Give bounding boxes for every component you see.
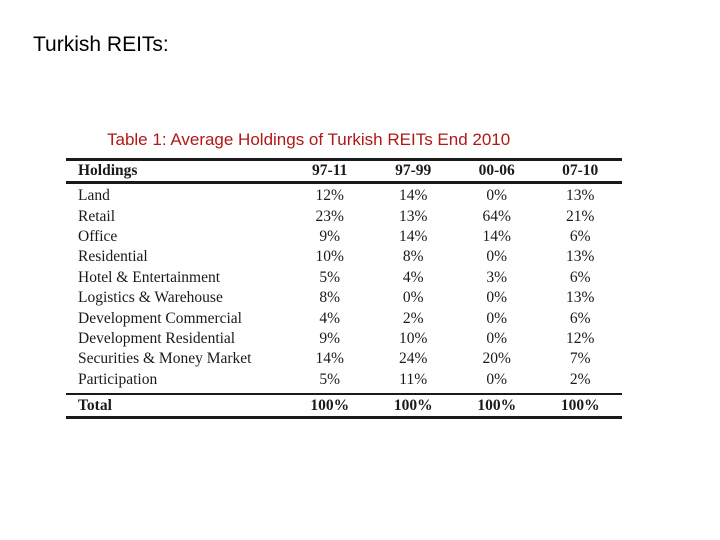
cell-value: 21% (566, 207, 595, 225)
cell-value: 0% (486, 248, 508, 266)
row-label: Office (78, 227, 118, 245)
table-body (66, 183, 622, 394)
cell-value: 8% (319, 289, 341, 307)
cell-value: 14% (315, 350, 344, 368)
cell-value: 20% (482, 350, 511, 368)
cell-value: 64% (482, 207, 511, 225)
cell-value: 0% (402, 289, 424, 307)
table-header-row (66, 160, 622, 183)
cell-value: 13% (566, 248, 595, 266)
cell-value: 24% (398, 350, 428, 368)
cell-value: 13% (566, 289, 595, 307)
header-97-99: 97-99 (395, 162, 432, 179)
cell-value: 6% (569, 309, 591, 327)
table-row (66, 308, 622, 328)
cell-value: 14% (482, 227, 511, 245)
cell-value: 6% (569, 268, 591, 286)
cell-value: 0% (486, 329, 508, 347)
cell-value: 14% (398, 227, 428, 245)
cell-value: 6% (569, 227, 591, 245)
cell-value: 13% (398, 207, 428, 225)
table-row (66, 247, 622, 267)
table-total-row (66, 394, 622, 418)
table-row (66, 206, 622, 226)
holdings-table (66, 158, 622, 419)
header-holdings: Holdings (78, 162, 138, 179)
table-row (66, 349, 622, 369)
row-label: Participation (78, 370, 158, 388)
row-label: Development Residential (78, 329, 236, 347)
slide-title: Turkish REITs: (33, 33, 169, 56)
table-row (66, 288, 622, 308)
cell-value: 0% (486, 370, 508, 388)
header-00-06: 00-06 (478, 162, 515, 179)
cell-value: 12% (315, 187, 344, 205)
cell-value: 12% (566, 329, 595, 347)
cell-value: 10% (398, 329, 428, 347)
total-value: 100% (393, 396, 433, 414)
row-label: Hotel & Entertainment (78, 268, 221, 286)
header-97-11: 97-11 (312, 162, 348, 179)
table-row (66, 183, 622, 207)
total-value: 100% (560, 396, 600, 414)
total-value: 100% (310, 396, 350, 414)
cell-value: 4% (319, 309, 341, 327)
table-row (66, 370, 622, 394)
row-label: Retail (78, 207, 116, 225)
row-label: Development Commercial (78, 309, 242, 327)
cell-value: 2% (402, 309, 424, 327)
table-row (66, 268, 622, 288)
total-label: Total (78, 396, 112, 414)
row-label: Securities & Money Market (78, 350, 252, 368)
row-label: Logistics & Warehouse (78, 289, 223, 307)
cell-value: 0% (486, 309, 508, 327)
cell-value: 2% (569, 370, 591, 388)
row-label: Land (78, 187, 110, 205)
cell-value: 5% (319, 370, 341, 388)
row-label: Residential (78, 248, 148, 266)
cell-value: 5% (319, 268, 341, 286)
holdings-table-container (66, 158, 622, 419)
cell-value: 13% (566, 187, 595, 205)
table-row (66, 329, 622, 349)
cell-value: 9% (319, 227, 341, 245)
cell-value: 0% (486, 187, 508, 205)
cell-value: 4% (402, 268, 424, 286)
cell-value: 7% (569, 350, 591, 368)
cell-value: 23% (315, 207, 344, 225)
total-value: 100% (477, 396, 517, 414)
cell-value: 14% (398, 187, 428, 205)
header-07-10: 07-10 (562, 162, 599, 179)
table-row (66, 227, 622, 247)
cell-value: 0% (486, 289, 508, 307)
cell-value: 3% (486, 268, 508, 286)
cell-value: 8% (402, 248, 424, 266)
cell-value: 11% (399, 370, 428, 388)
table-caption: Table 1: Average Holdings of Turkish REITs End 2010 (107, 130, 511, 149)
cell-value: 9% (319, 329, 341, 347)
cell-value: 10% (315, 248, 344, 266)
